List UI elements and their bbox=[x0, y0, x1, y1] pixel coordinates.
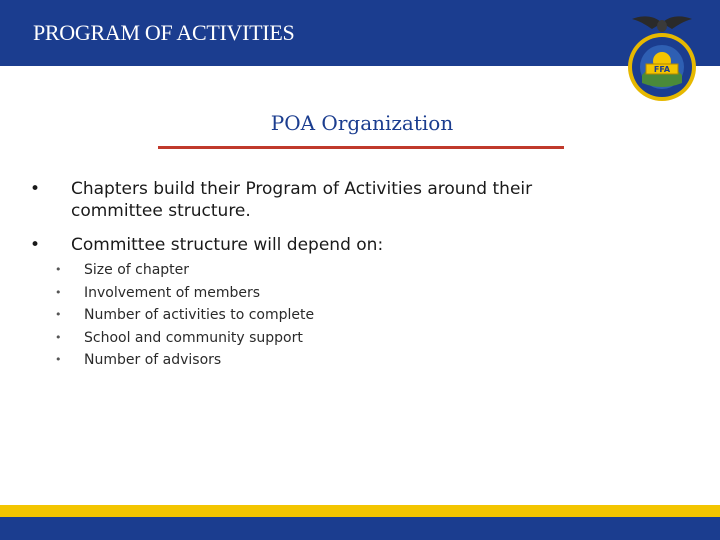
subbullet-text: Number of advisors bbox=[84, 352, 222, 368]
subbullet-item bbox=[55, 349, 314, 372]
subbullet-dot-icon: • bbox=[55, 308, 62, 321]
subbullet-dot-icon: • bbox=[55, 353, 62, 366]
bullet-text: Committee structure will depend on: bbox=[71, 235, 384, 255]
subbullet-text: Number of activities to complete bbox=[84, 307, 315, 323]
subbullet-dot-icon: • bbox=[55, 263, 62, 276]
subbullet-dot-icon: • bbox=[55, 285, 62, 299]
emblem-text: FFA bbox=[653, 65, 671, 74]
slide-subtitle: POA Organization bbox=[270, 111, 454, 135]
bullet-dot-icon: • bbox=[30, 179, 41, 199]
subbullet-item bbox=[55, 327, 314, 350]
bullet-list bbox=[30, 178, 610, 265]
subbullet-text: School and community support bbox=[84, 329, 303, 346]
subbullet-item bbox=[55, 282, 314, 305]
title-underline bbox=[158, 146, 564, 149]
bullet-text: Chapters build their Program of Activities around their committee structure. bbox=[71, 179, 533, 221]
header-band bbox=[0, 0, 720, 66]
ffa-emblem-icon bbox=[624, 13, 700, 103]
page-title: PROGRAM OF ACTIVITIES bbox=[33, 20, 295, 45]
bullet-item bbox=[30, 234, 610, 256]
subbullet-item bbox=[55, 259, 314, 282]
subbullet-item bbox=[55, 304, 314, 327]
footer-gold-band bbox=[0, 505, 720, 517]
subbullet-text: Involvement of members bbox=[84, 284, 261, 301]
subbullet-dot-icon: • bbox=[55, 330, 62, 344]
subbullet-text: Size of chapter bbox=[84, 262, 190, 278]
bullet-dot-icon: • bbox=[30, 235, 41, 255]
bullet-item bbox=[30, 178, 610, 222]
subbullet-list bbox=[55, 259, 314, 372]
footer-blue-band bbox=[0, 517, 720, 540]
